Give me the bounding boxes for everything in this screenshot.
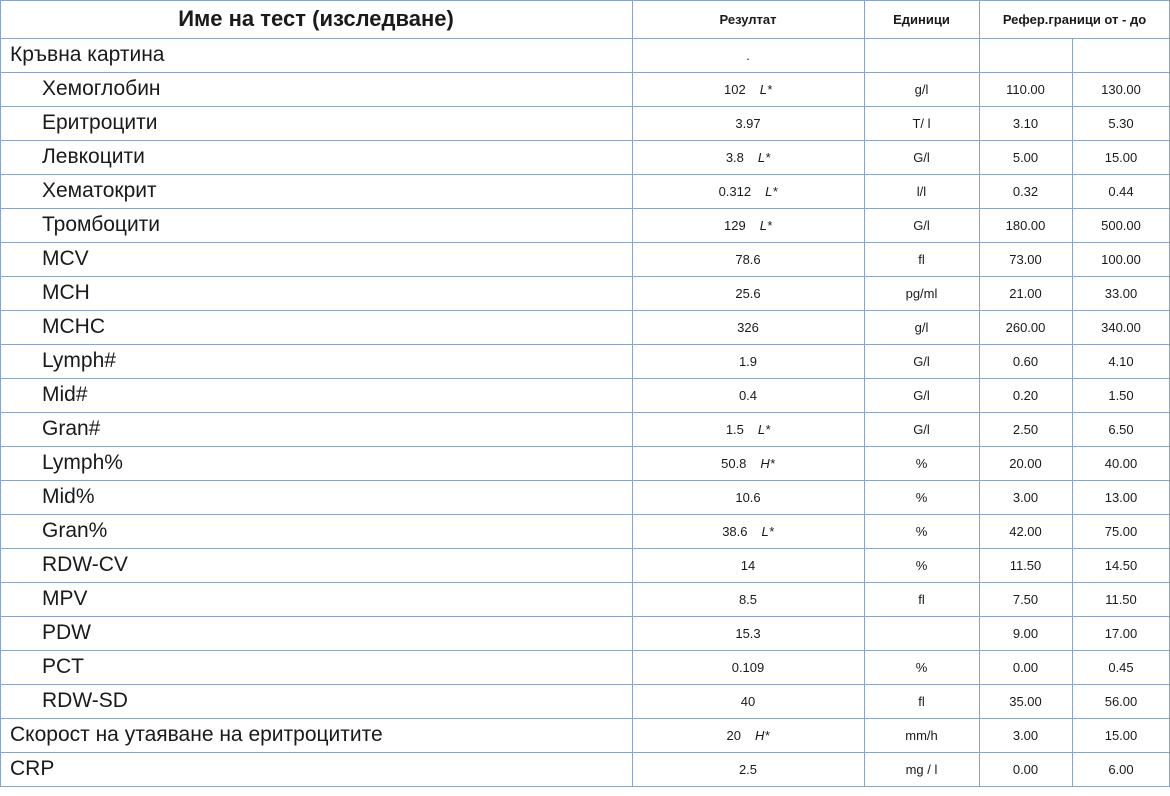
ref-low-cell: 110.00 [1006, 81, 1045, 97]
result-flag: H* [755, 727, 770, 743]
test-name: Хемоглобин [42, 77, 161, 100]
table-row [0, 548, 1170, 582]
grid-line [0, 480, 1170, 481]
unit-cell: % [915, 523, 928, 539]
result-value: 10.6 [735, 489, 761, 505]
result-value: 15.3 [735, 625, 761, 641]
ref-low-cell: 2.50 [1012, 421, 1039, 437]
result-flag: L* [765, 183, 778, 199]
result-cell [632, 684, 864, 718]
ref-high-cell: 15.00 [1104, 727, 1138, 743]
table-row [0, 38, 1170, 72]
test-name: MCV [42, 247, 89, 270]
table-row [0, 106, 1170, 140]
result-value: 40 [740, 693, 756, 709]
result-value: 102 [724, 81, 746, 97]
table-row [0, 242, 1170, 276]
ref-high-cell: 13.00 [1104, 489, 1138, 505]
grid-line [0, 684, 1170, 685]
unit-cell: mm/h [905, 727, 938, 743]
grid-line [1072, 38, 1073, 786]
result-value: 20 [726, 727, 741, 743]
result-cell [632, 718, 864, 752]
result-cell [632, 752, 864, 786]
grid-line [0, 310, 1170, 311]
grid-line [0, 786, 1170, 787]
ref-low-cell: 3.00 [1012, 727, 1039, 743]
result-value: 14 [740, 557, 756, 573]
grid-line [0, 582, 1170, 583]
result-cell [632, 276, 864, 310]
test-name: Gran# [42, 417, 101, 440]
table-row [0, 684, 1170, 718]
ref-high-cell: 340.00 [1101, 319, 1141, 335]
result-flag: H* [760, 455, 775, 471]
result-flag: L* [757, 421, 771, 437]
ref-high-cell [1072, 38, 1170, 72]
grid-line [0, 650, 1170, 651]
result-value: 50.8 [721, 455, 747, 471]
grid-line [0, 378, 1170, 379]
result-cell [632, 140, 864, 174]
unit-cell: G/l [913, 353, 930, 369]
result-cell [632, 412, 864, 446]
ref-high-cell: 0.45 [1108, 659, 1134, 675]
result-cell [632, 446, 864, 480]
table-row [0, 208, 1170, 242]
result-cell [632, 582, 864, 616]
grid-line [0, 106, 1170, 107]
result-cell [632, 344, 864, 378]
unit-cell: % [915, 557, 928, 573]
result-value: 1.5 [725, 421, 744, 437]
result-cell [632, 310, 864, 344]
table-row [0, 344, 1170, 378]
table-row [0, 514, 1170, 548]
grid-line [0, 0, 1170, 1]
unit-cell: T/ l [912, 115, 931, 131]
ref-high-cell: 56.00 [1104, 693, 1138, 709]
test-name: Mid% [42, 485, 95, 508]
result-cell [632, 72, 864, 106]
ref-low-cell: 3.00 [1012, 489, 1039, 505]
table-row [0, 310, 1170, 344]
test-name: CRP [10, 757, 55, 780]
test-name: MPV [42, 587, 88, 610]
ref-high-cell: 11.50 [1105, 591, 1137, 607]
ref-low-cell: 0.32 [1012, 183, 1039, 199]
result-flag: L* [759, 81, 772, 97]
ref-low-cell: 9.00 [1012, 625, 1039, 641]
grid-line [0, 616, 1170, 617]
result-value: 0.312 [718, 183, 752, 199]
ref-low-cell: 42.00 [1009, 523, 1042, 539]
test-name: Скорост на утаяване на еритроцитите [10, 723, 383, 746]
table-row [0, 616, 1170, 650]
result-cell [632, 38, 864, 72]
test-name: Gran% [42, 519, 108, 542]
unit-cell: G/l [913, 149, 930, 165]
result-value: 25.6 [735, 285, 761, 301]
ref-low-cell: 35.00 [1009, 693, 1042, 709]
ref-low-cell: 0.60 [1012, 353, 1039, 369]
table-row [0, 276, 1170, 310]
result-cell [632, 378, 864, 412]
unit-cell: pg/ml [905, 285, 938, 301]
header-result: Резултат [719, 11, 777, 27]
ref-high-cell: 500.00 [1101, 217, 1141, 233]
grid-line [0, 718, 1170, 719]
result-value: 78.6 [735, 251, 761, 267]
grid-line [0, 446, 1170, 447]
ref-low-cell: 0.00 [1012, 659, 1039, 675]
test-name: MCH [42, 281, 90, 304]
result-cell [632, 106, 864, 140]
table-row [0, 378, 1170, 412]
result-cell [632, 242, 864, 276]
test-name: PCT [42, 655, 84, 678]
grid-line [0, 344, 1170, 345]
result-flag: L* [757, 149, 771, 165]
ref-low-cell: 11.50 [1009, 557, 1042, 573]
ref-low-cell [979, 38, 1072, 72]
result-cell [632, 514, 864, 548]
result-cell [632, 616, 864, 650]
ref-high-cell: 100.00 [1101, 251, 1141, 267]
table-header [0, 0, 1170, 38]
unit-cell: % [915, 489, 928, 505]
unit-cell: mg / l [905, 761, 938, 777]
result-cell [632, 480, 864, 514]
ref-high-cell: 5.30 [1108, 115, 1134, 131]
unit-cell: g/l [914, 319, 929, 335]
grid-line [0, 752, 1170, 753]
grid-line [0, 412, 1170, 413]
grid-line [0, 72, 1170, 73]
ref-high-cell: 6.50 [1108, 421, 1134, 437]
ref-low-cell: 0.00 [1012, 761, 1039, 777]
result-cell [632, 548, 864, 582]
grid-line [0, 38, 1170, 39]
ref-low-cell: 5.00 [1012, 149, 1039, 165]
ref-high-cell: 0.44 [1108, 183, 1134, 199]
test-name: RDW-CV [42, 553, 128, 576]
ref-high-cell: 14.50 [1104, 557, 1138, 573]
ref-low-cell: 73.00 [1009, 251, 1042, 267]
grid-line [0, 514, 1170, 515]
result-value: 8.5 [738, 591, 758, 607]
ref-low-cell: 21.00 [1009, 285, 1042, 301]
test-name: Еритроцити [42, 111, 158, 134]
table-row [0, 480, 1170, 514]
result-value: 0.109 [731, 659, 765, 675]
unit-cell [864, 616, 979, 650]
grid-line [864, 0, 865, 786]
unit-cell: G/l [913, 421, 930, 437]
table-row [0, 72, 1170, 106]
result-flag: L* [759, 217, 772, 233]
table-row [0, 650, 1170, 684]
unit-cell [864, 38, 979, 72]
table-row [0, 718, 1170, 752]
table-row [0, 174, 1170, 208]
result-value: 326 [737, 319, 759, 335]
table-row [0, 446, 1170, 480]
result-value: 129 [724, 217, 746, 233]
test-name: RDW-SD [42, 689, 128, 712]
ref-high-cell: 33.00 [1104, 285, 1138, 301]
grid-line [0, 140, 1170, 141]
result-value: 3.8 [725, 149, 744, 165]
ref-low-cell: 20.00 [1009, 455, 1042, 471]
unit-cell: g/l [914, 81, 929, 97]
test-name: Тромбоцити [42, 213, 161, 236]
result-value: 2.5 [738, 761, 758, 777]
unit-cell: G/l [913, 217, 930, 233]
unit-cell: fl [918, 251, 925, 267]
table-row [0, 752, 1170, 786]
test-name: MCHC [42, 315, 105, 338]
grid-line [0, 242, 1170, 243]
test-name: Кръвна картина [10, 43, 165, 66]
ref-high-cell: 15.00 [1104, 149, 1138, 165]
test-name: PDW [42, 621, 91, 644]
result-value: 38.6 [722, 523, 748, 539]
ref-low-cell: 180.00 [1005, 217, 1046, 233]
header-test-name: Име на тест (изследване) [178, 6, 454, 31]
test-name: Хематокрит [42, 179, 157, 202]
result-cell [632, 174, 864, 208]
grid-line [632, 0, 633, 786]
unit-cell: l/l [916, 183, 927, 199]
result-flag: L* [761, 523, 774, 539]
ref-high-cell: 40.00 [1104, 455, 1138, 471]
unit-cell: fl [918, 591, 925, 607]
ref-high-cell: 75.00 [1104, 523, 1138, 539]
table-row [0, 582, 1170, 616]
test-name: Lymph# [42, 349, 116, 372]
result-value: 1.9 [738, 353, 758, 369]
result-cell [632, 650, 864, 684]
result-value: 3.97 [735, 115, 761, 131]
ref-low-cell: 0.20 [1012, 387, 1039, 403]
grid-line [0, 548, 1170, 549]
test-name: Lymph% [42, 451, 123, 474]
header-reference: Рефер.граници от - до [1002, 11, 1147, 27]
table-row [0, 140, 1170, 174]
ref-high-cell: 130.00 [1101, 81, 1141, 97]
result-cell [632, 208, 864, 242]
ref-low-cell: 7.50 [1012, 591, 1039, 607]
test-name: Mid# [42, 383, 88, 406]
ref-high-cell: 6.00 [1108, 761, 1134, 777]
grid-line [0, 174, 1170, 175]
ref-low-cell: 3.10 [1012, 115, 1039, 131]
unit-cell: % [915, 455, 928, 471]
grid-line [0, 208, 1170, 209]
test-name: Левкоцити [42, 145, 145, 168]
ref-high-cell: 1.50 [1108, 387, 1134, 403]
result-value: 0.4 [738, 387, 758, 403]
ref-high-cell: 4.10 [1108, 353, 1134, 369]
grid-line [0, 276, 1170, 277]
table-row [0, 412, 1170, 446]
ref-low-cell: 260.00 [1005, 319, 1046, 335]
header-units: Единици [893, 11, 950, 27]
grid-line [979, 0, 980, 786]
grid-line [0, 0, 1, 786]
unit-cell: G/l [913, 387, 930, 403]
result-value: . [746, 47, 750, 63]
unit-cell: % [915, 659, 928, 675]
ref-high-cell: 17.00 [1104, 625, 1138, 641]
unit-cell: fl [918, 693, 925, 709]
